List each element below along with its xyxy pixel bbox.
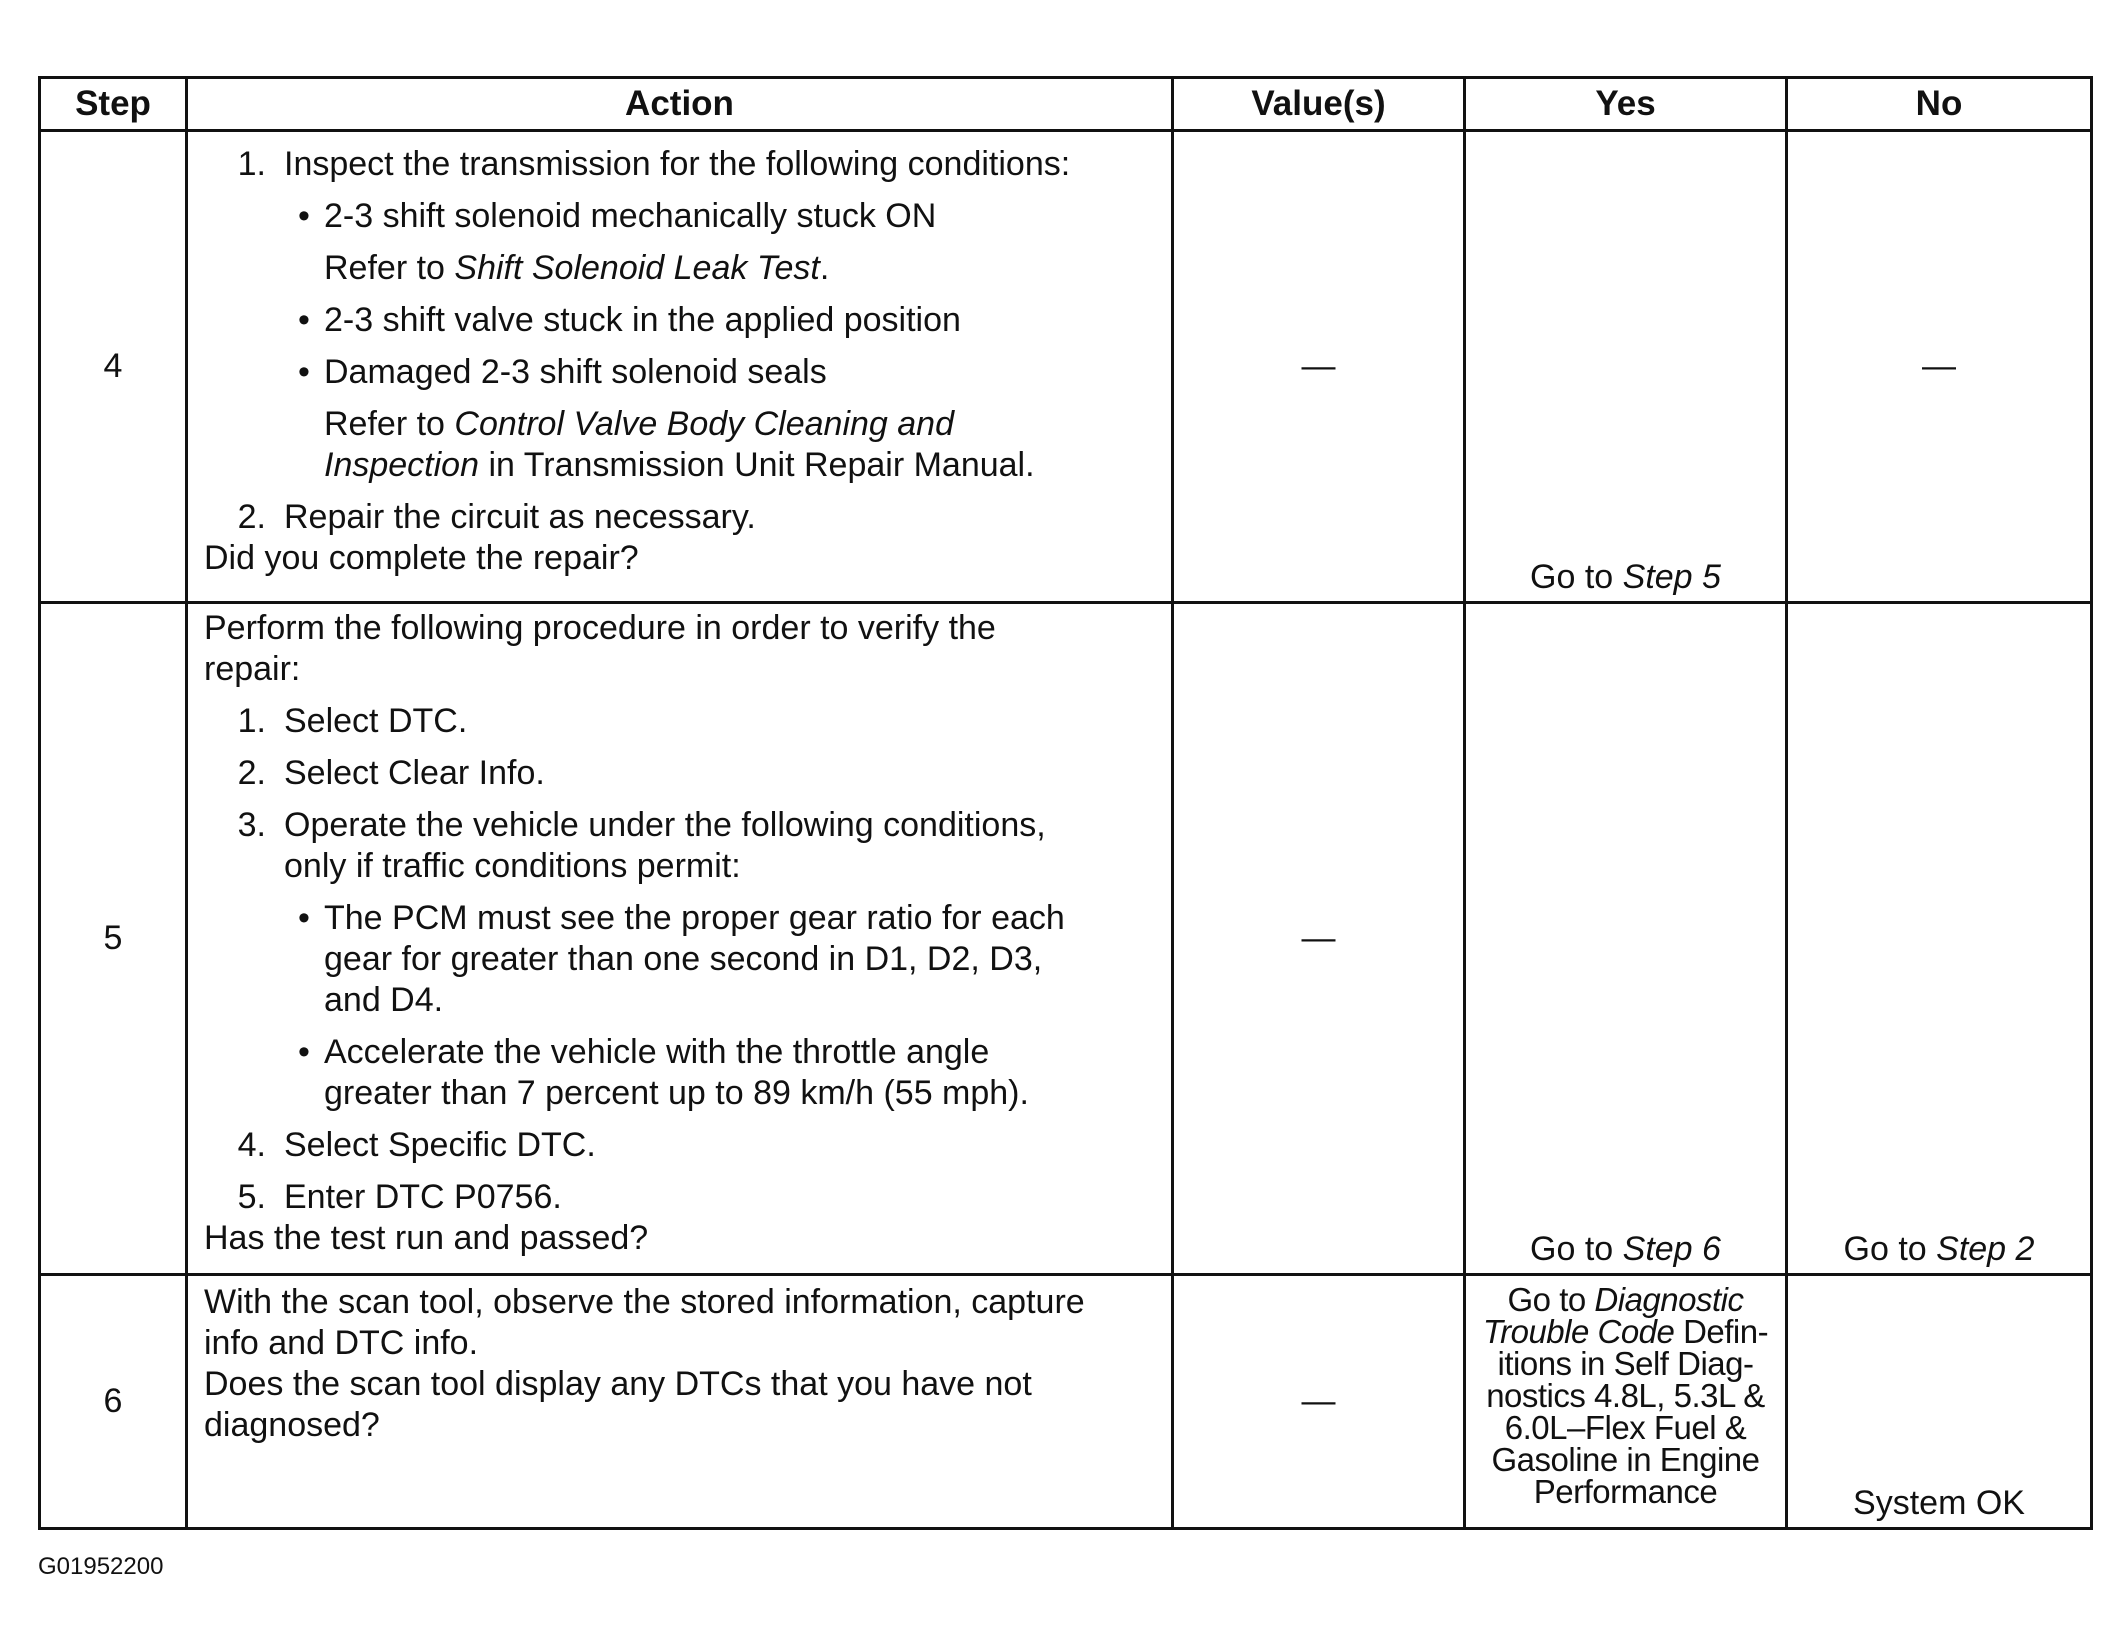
question-text: Has the test run and passed? [204, 1219, 649, 1257]
header-values: Value(s) [1173, 78, 1465, 131]
no-cell: Go to Step 2 [1787, 603, 2092, 1275]
bullet-item: • Damaged 2-3 shift solenoid seals [298, 353, 827, 391]
header-no: No [1787, 78, 2092, 131]
reference-line: Inspection in Transmission Unit Repair Manual. [324, 446, 1035, 484]
list-item: 3. Operate the vehicle under the following conditions, only if traffic conditions permit: [237, 806, 1046, 885]
yes-cell [1465, 1275, 1787, 1529]
bullet-item: • 2-3 shift valve stuck in the applied position [298, 301, 961, 339]
yes-cell: Go to Step 5 [1465, 131, 1787, 603]
bullet-icon: • [298, 301, 310, 339]
step-link[interactable]: Step 6 [1622, 1230, 1721, 1268]
header-yes: Yes [1465, 78, 1787, 131]
reference-link[interactable]: Diagnostic [1594, 1281, 1744, 1318]
step-number: 4 [40, 131, 187, 603]
figure-id: G01952200 [38, 1553, 164, 1580]
reference-link[interactable]: Inspection [324, 446, 479, 484]
bullet-icon: • [298, 197, 310, 235]
list-item: 1. Inspect the transmission for the following conditions: [237, 145, 1071, 183]
bullet-item: • The PCM must see the proper gear ratio for each gear for greater than one second in D1, D2, D3, and D4. [298, 899, 1065, 1019]
value-cell: — [1173, 1275, 1465, 1529]
value-cell: — [1173, 131, 1465, 603]
yes-cell: Go to Step 6 [1465, 603, 1787, 1275]
bullet-item: • Accelerate the vehicle with the throttle angle greater than 7 percent up to 89 km/h (55 mph). [298, 1033, 1029, 1112]
header-row [40, 78, 2092, 131]
step-number: 5 [40, 603, 187, 1275]
diagnostic-table [38, 76, 2093, 1530]
bullet-icon: • [298, 1033, 310, 1071]
step-link[interactable]: Step 2 [1936, 1230, 2035, 1268]
value-cell: — [1173, 603, 1465, 1275]
list-item: 4. Select Specific DTC. [237, 1126, 596, 1164]
question-text: Did you complete the repair? [204, 539, 639, 577]
question-text: diagnosed? [204, 1406, 380, 1444]
list-item: 5. Enter DTC P0756. [237, 1178, 562, 1216]
action-cell [187, 603, 1173, 1275]
question-text: Does the scan tool display any DTCs that you have not [204, 1365, 1032, 1403]
step-link[interactable]: Step 5 [1622, 558, 1721, 596]
action-cell [187, 131, 1173, 603]
bullet-icon: • [298, 353, 310, 391]
table-row-step-4 [40, 131, 2092, 603]
table-row-step-5 [40, 603, 2092, 1275]
reference-link[interactable]: Shift Solenoid Leak Test [454, 249, 820, 287]
action-text: With the scan tool, observe the stored information, capture [204, 1283, 1085, 1321]
reference-link[interactable]: Trouble Code [1482, 1313, 1675, 1350]
header-step: Step [40, 78, 187, 131]
list-item: 2. Repair the circuit as necessary. [237, 498, 756, 536]
reference-line: Refer to Shift Solenoid Leak Test. [324, 249, 830, 287]
table-row-step-6 [40, 1275, 2092, 1529]
yes-reference-text: Go to Diagnostic Trouble Code Defin- itions in Self Diag- nostics 4.8L, 5.3L & 6.0L–Flex Fuel & Gasoline in Engine Performance [1482, 1281, 1769, 1510]
no-cell: — [1787, 131, 2092, 603]
header-action: Action [187, 78, 1173, 131]
list-item: 2. Select Clear Info. [237, 754, 545, 792]
reference-link[interactable]: Control Valve Body Cleaning and [454, 405, 954, 443]
step-number: 6 [40, 1275, 187, 1529]
intro-text: Perform the following procedure in order to verify the [204, 609, 996, 647]
reference-line: Refer to Control Valve Body Cleaning and [324, 405, 954, 443]
action-text: info and DTC info. [204, 1324, 479, 1362]
intro-text: repair: [204, 650, 301, 688]
system-ok-text: System OK [1853, 1484, 2025, 1522]
list-item: 1. Select DTC. [237, 702, 468, 740]
no-cell [1787, 1275, 2092, 1529]
bullet-icon: • [298, 899, 310, 937]
action-cell [187, 1275, 1173, 1529]
bullet-item: • 2-3 shift solenoid mechanically stuck ON [298, 197, 937, 235]
